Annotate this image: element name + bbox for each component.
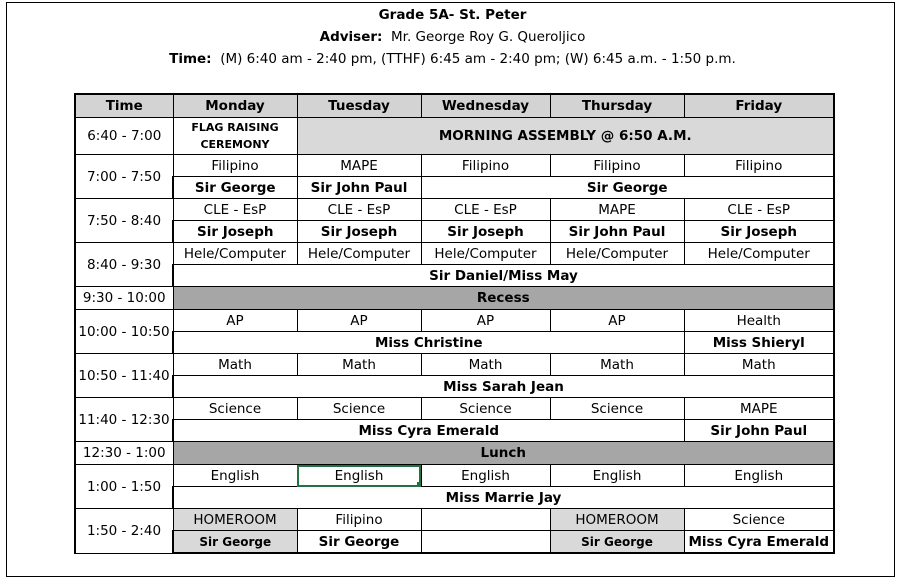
col-header-thursday[interactable]: Thursday: [550, 94, 684, 118]
time-cell[interactable]: 1:50 - 2:40: [75, 509, 173, 554]
schedule-table: [74, 93, 835, 554]
subject-cell[interactable]: Science: [297, 398, 421, 420]
flag-raising-cell[interactable]: FLAG RAISING CEREMONY: [173, 118, 297, 155]
time-cell[interactable]: 6:40 - 7:00: [75, 118, 173, 155]
table-row: [75, 243, 834, 265]
time-cell[interactable]: 7:00 - 7:50: [75, 155, 173, 199]
subject-cell[interactable]: Hele/Computer: [550, 243, 684, 265]
table-row: [75, 509, 834, 531]
subject-cell[interactable]: Math: [684, 354, 834, 376]
table-row: [75, 442, 834, 465]
subject-cell[interactable]: English: [173, 465, 297, 487]
subject-cell[interactable]: CLE - EsP: [684, 199, 834, 221]
teacher-cell[interactable]: Sir John Paul: [684, 420, 834, 442]
schedule-title: Grade 5A- St. Peter: [378, 7, 527, 23]
subject-cell[interactable]: Science: [173, 398, 297, 420]
subject-cell[interactable]: Hele/Computer: [421, 243, 550, 265]
adviser-label: Adviser:: [319, 29, 383, 45]
adviser-name: Mr. George Roy G. Queroljico: [391, 29, 586, 45]
teacher-cell[interactable]: Miss Cyra Emerald: [173, 420, 684, 442]
table-row: [75, 487, 834, 509]
teacher-cell[interactable]: Sir Joseph: [173, 221, 297, 243]
table-row: [75, 465, 834, 487]
subject-cell[interactable]: MAPE: [550, 199, 684, 221]
empty-cell[interactable]: [421, 531, 550, 554]
subject-cell[interactable]: Filipino: [550, 155, 684, 177]
subject-cell[interactable]: CLE - EsP: [173, 199, 297, 221]
header-row: [75, 94, 834, 118]
subject-cell[interactable]: MAPE: [297, 155, 421, 177]
subject-cell[interactable]: Science: [684, 509, 834, 531]
subject-cell[interactable]: AP: [550, 310, 684, 332]
subject-cell[interactable]: Science: [421, 398, 550, 420]
table-row: [75, 376, 834, 398]
time-line: [0, 51, 905, 67]
teacher-cell[interactable]: Sir Joseph: [684, 221, 834, 243]
col-header-time[interactable]: Time: [75, 94, 173, 118]
time-cell[interactable]: 9:30 - 10:00: [75, 287, 173, 310]
recess-band[interactable]: Recess: [173, 287, 834, 310]
subject-cell[interactable]: CLE - EsP: [421, 199, 550, 221]
teacher-cell[interactable]: Sir Joseph: [421, 221, 550, 243]
teacher-cell[interactable]: Sir John Paul: [297, 177, 421, 199]
homeroom-cell[interactable]: HOMEROOM: [550, 509, 684, 531]
subject-cell[interactable]: Filipino: [684, 155, 834, 177]
time-cell[interactable]: 10:50 - 11:40: [75, 354, 173, 398]
subject-cell[interactable]: Math: [297, 354, 421, 376]
table-row: [75, 310, 834, 332]
col-header-friday[interactable]: Friday: [684, 94, 834, 118]
time-cell[interactable]: 7:50 - 8:40: [75, 199, 173, 243]
morning-assembly-cell[interactable]: MORNING ASSEMBLY @ 6:50 A.M.: [297, 118, 834, 155]
subject-cell[interactable]: English: [421, 465, 550, 487]
table-row: [75, 177, 834, 199]
subject-cell[interactable]: Hele/Computer: [684, 243, 834, 265]
table-row: [75, 265, 834, 287]
subject-cell[interactable]: Math: [421, 354, 550, 376]
table-row: [75, 398, 834, 420]
time-value: (M) 6:40 am - 2:40 pm, (TTHF) 6:45 am - 2:40 pm; (W) 6:45 a.m. - 1:50 p.m.: [220, 51, 736, 67]
table-row: [75, 420, 834, 442]
table-row: [75, 332, 834, 354]
table-row: [75, 287, 834, 310]
adviser-line: [0, 29, 905, 45]
empty-cell[interactable]: [421, 509, 550, 531]
teacher-cell[interactable]: Sir John Paul: [550, 221, 684, 243]
teacher-cell[interactable]: Miss Christine: [173, 332, 684, 354]
lunch-band[interactable]: Lunch: [173, 442, 834, 465]
col-header-wednesday[interactable]: Wednesday: [421, 94, 550, 118]
subject-cell[interactable]: Math: [173, 354, 297, 376]
subject-cell[interactable]: AP: [421, 310, 550, 332]
subject-cell[interactable]: MAPE: [684, 398, 834, 420]
table-row: [75, 354, 834, 376]
time-cell[interactable]: 8:40 - 9:30: [75, 243, 173, 287]
time-cell[interactable]: 11:40 - 12:30: [75, 398, 173, 442]
subject-cell[interactable]: AP: [297, 310, 421, 332]
subject-cell[interactable]: Filipino: [173, 155, 297, 177]
table-row: [75, 531, 834, 554]
subject-cell[interactable]: Hele/Computer: [173, 243, 297, 265]
teacher-cell[interactable]: Sir Joseph: [297, 221, 421, 243]
col-header-monday[interactable]: Monday: [173, 94, 297, 118]
teacher-cell[interactable]: Sir George: [297, 531, 421, 554]
subject-cell[interactable]: English: [684, 465, 834, 487]
selected-cell-text: English: [334, 467, 384, 484]
subject-cell[interactable]: CLE - EsP: [297, 199, 421, 221]
subject-cell[interactable]: English: [550, 465, 684, 487]
table-row: [75, 221, 834, 243]
teacher-cell[interactable]: Sir George: [173, 177, 297, 199]
teacher-cell[interactable]: Sir George: [550, 531, 684, 554]
table-row: [75, 118, 834, 155]
teacher-cell[interactable]: Miss Cyra Emerald: [684, 531, 834, 554]
teacher-cell[interactable]: Miss Sarah Jean: [173, 376, 834, 398]
col-header-tuesday[interactable]: Tuesday: [297, 94, 421, 118]
teacher-cell[interactable]: Miss Shieryl: [684, 332, 834, 354]
time-cell[interactable]: 10:00 - 10:50: [75, 310, 173, 354]
time-cell[interactable]: 12:30 - 1:00: [75, 442, 173, 465]
fill-handle[interactable]: [417, 482, 422, 487]
subject-cell[interactable]: Hele/Computer: [297, 243, 421, 265]
subject-cell[interactable]: Health: [684, 310, 834, 332]
time-cell[interactable]: 1:00 - 1:50: [75, 465, 173, 509]
subject-cell[interactable]: Filipino: [297, 509, 421, 531]
teacher-cell[interactable]: Miss Marrie Jay: [173, 487, 834, 509]
homeroom-cell[interactable]: HOMEROOM: [173, 509, 297, 531]
table-row: [75, 199, 834, 221]
table-row: [75, 155, 834, 177]
selected-cell[interactable]: [297, 465, 421, 487]
teacher-cell[interactable]: Sir George: [173, 531, 297, 554]
subject-cell[interactable]: Science: [550, 398, 684, 420]
subject-cell[interactable]: Filipino: [421, 155, 550, 177]
subject-cell[interactable]: AP: [173, 310, 297, 332]
subject-cell[interactable]: Math: [550, 354, 684, 376]
teacher-cell[interactable]: Sir George: [421, 177, 834, 199]
teacher-cell[interactable]: Sir Daniel/Miss May: [173, 265, 834, 287]
time-label: Time:: [169, 51, 212, 67]
